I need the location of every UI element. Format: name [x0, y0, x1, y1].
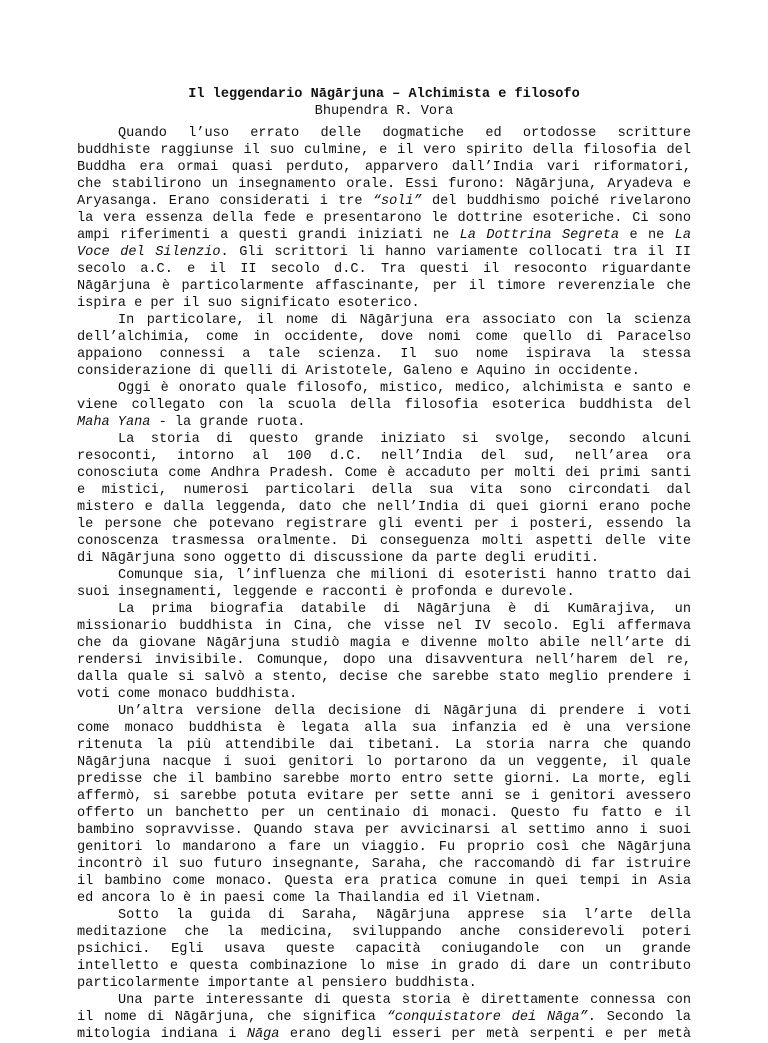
text-segment: il bambino come monaco. Questa era pratica comune in quei tempi in Asia [77, 874, 691, 889]
text-line [77, 771, 691, 788]
text-line [77, 533, 691, 550]
text-segment: . Gli scrittori li hanno variamente collocati tra il II [220, 245, 691, 260]
text-line [77, 312, 691, 329]
text-segment: bambino sopravvisse. Quando stava per avvicinarsi al settimo anno i suoi [77, 823, 691, 838]
text-line [77, 125, 691, 142]
text-segment: La storia di questo grande iniziato si svolge, secondo alcuni [118, 432, 691, 447]
text-line [77, 635, 691, 652]
text-segment: incontrò il suo futuro insegnante, Saraha, che raccomandò di far istruire [77, 857, 691, 872]
text-line [77, 788, 691, 805]
text-segment: Nāgārjuna è particolarmente affascinante, per il timore reverenziale che [77, 279, 691, 294]
text-line [77, 431, 691, 448]
italic-text: Voce del Silenzio [77, 245, 221, 260]
text-line [77, 924, 691, 941]
text-line [77, 227, 691, 244]
text-segment: intelletto e questa combinazione lo mise in grado di dare un contributo [77, 959, 691, 974]
text-segment: conosciuta come Andhra Pradesh. Come è accaduto per molti dei primi santi [77, 466, 691, 481]
text-line [77, 261, 691, 278]
text-segment: ampi riferimenti a questi grandi iniziati ne [77, 228, 460, 243]
text-line [77, 737, 691, 754]
text-line [77, 499, 691, 516]
text-line [77, 329, 691, 346]
text-segment: Una parte interessante di questa storia è direttamente connessa con [118, 993, 691, 1008]
text-line [77, 278, 691, 295]
text-segment: voti come monaco buddhista. [77, 687, 298, 702]
italic-text: Nāga [246, 1027, 280, 1042]
text-segment: la vera essenza della fede e presentarono le dottrine esoteriche. Ci sono [77, 211, 691, 226]
text-line [77, 210, 691, 227]
italic-text: La Dottrina Segreta [459, 228, 620, 243]
text-line [77, 601, 691, 618]
text-line [77, 822, 691, 839]
text-segment: appaiono connessi a tale scienza. Il suo nome ispirava la stessa [77, 347, 691, 362]
text-segment: ritenuta la più attendibile dai tibetani. La storia narra che quando [77, 738, 691, 753]
text-line [77, 975, 691, 992]
text-segment: suoi insegnamenti, leggende e racconti è profonda e durevole. [77, 585, 575, 600]
text-line [77, 567, 691, 584]
text-line [77, 618, 691, 635]
body-text [77, 125, 691, 1043]
text-line [77, 1026, 691, 1043]
text-segment: meditazione che la medicina, sviluppando anche considerevoli poteri [77, 925, 691, 940]
text-line [77, 295, 691, 312]
text-segment: Quando l’uso errato delle dogmatiche ed ortodosse scritture [118, 126, 691, 141]
document-title: Il leggendario Nāgārjuna – Alchimista e filosofo [188, 87, 580, 102]
text-segment: ed ancora lo è in paesi come la Thailandia ed il Vietnam. [77, 891, 542, 906]
text-segment: che da giovane Nāgārjuna studiò magia e divenne molto abile nell’arte di [77, 636, 691, 651]
text-line [77, 363, 691, 380]
text-segment: Un’altra versione della decisione di Nāgārjuna di prendere i voti [118, 704, 691, 719]
text-line [77, 584, 691, 601]
text-line [77, 754, 691, 771]
text-segment: offerto un banchetto per un centinaio di monaci. Questo fu fatto e il [77, 806, 691, 821]
text-line [77, 346, 691, 363]
text-line [77, 720, 691, 737]
text-line [77, 958, 691, 975]
text-line [77, 142, 691, 159]
text-segment: considerazione di quelli di Aristotele, Galeno e Aquino in occidente. [77, 364, 640, 379]
text-line [77, 1009, 691, 1026]
text-segment: Buddha era ormai quasi perduto, apparvero dall’India vari riformatori, [77, 160, 691, 175]
text-line [77, 652, 691, 669]
text-segment: dalla quale si salvò a stento, decise che sarebbe stato meglio prendere i [77, 670, 691, 685]
text-segment: secolo a.C. e il II secolo d.C. Tra questi il resoconto riguardante [77, 262, 691, 277]
text-line [77, 890, 691, 907]
text-line [77, 992, 691, 1009]
text-segment: - la grande ruota. [150, 415, 306, 430]
text-segment: e ne [619, 228, 675, 243]
italic-text: La [674, 228, 691, 243]
text-segment: erano degli esseri per metà serpenti e per metà [279, 1027, 691, 1042]
text-segment: rendersi invisibile. Comunque, dopo una disavventura nell’harem del re, [77, 653, 691, 668]
text-line [77, 193, 691, 210]
text-segment: Sotto la guida di Saraha, Nāgārjuna apprese sia l’arte della [118, 908, 691, 923]
text-line [77, 669, 691, 686]
italic-text: “conquistatore dei Nāga” [386, 1010, 588, 1025]
text-line [77, 516, 691, 533]
text-segment: affermò, si sarebbe potuta evitare per sette anni se i genitori avessero [77, 789, 691, 804]
text-line [77, 805, 691, 822]
text-segment: genitori lo mandarono a fare un viaggio. Fu proprio così che Nāgārjuna [77, 840, 691, 855]
text-segment: le persone che potevano registrare gli eventi per i posteri, essendo la [77, 517, 691, 532]
text-segment: Comunque sia, l’influenza che milioni di esoteristi hanno tratto dai [118, 568, 691, 583]
text-segment: . Secondo la [587, 1010, 691, 1025]
text-line [77, 839, 691, 856]
text-segment: e mistici, numerosi particolari della sua vita sono circondati dal [77, 483, 691, 498]
text-line [77, 482, 691, 499]
text-line [77, 380, 691, 397]
text-segment: Aryasanga. Erano considerati i tre [77, 194, 373, 209]
text-line [77, 448, 691, 465]
text-line [77, 176, 691, 193]
text-segment: La prima biografia databile di Nāgārjuna è di Kumārajiva, un [118, 602, 691, 617]
text-line [77, 414, 691, 431]
text-line [77, 244, 691, 261]
text-line [77, 703, 691, 720]
text-line [77, 873, 691, 890]
text-segment: come monaco buddhista è legata alla sua infanzia ed è una versione [77, 721, 691, 736]
text-segment: ispira e per il suo significato esoterico. [77, 296, 420, 311]
text-line [77, 550, 691, 567]
text-segment: viene collegato con la scuola della filosofia esoterica buddhista del [77, 398, 691, 413]
text-segment: Oggi è onorato quale filosofo, mistico, medico, alchimista e santo e [118, 381, 691, 396]
text-segment: predisse che il bambino sarebbe morto entro sette giorni. La morte, egli [77, 772, 691, 787]
text-segment: conoscenza trasmessa oralmente. Di conseguenza molti aspetti delle vite [77, 534, 691, 549]
text-line [77, 856, 691, 873]
italic-text: “soli” [372, 194, 422, 209]
text-segment: Nāgārjuna nacque i suoi genitori lo portarono da un veggente, il quale [77, 755, 691, 770]
text-segment: dell’alchimia, come in occidente, dove nomi come quello di Paracelso [77, 330, 691, 345]
text-segment: di Nāgārjuna sono oggetto di discussione da parte degli eruditi. [77, 551, 600, 566]
text-segment: psichici. Egli usava queste capacità coniugandole con un grande [77, 942, 691, 957]
text-line [77, 159, 691, 176]
text-segment: il nome di Nāgārjuna, che significa [77, 1010, 387, 1025]
text-line [77, 907, 691, 924]
text-line [77, 397, 691, 414]
text-segment: mistero e dalla leggenda, dato che nell’India di quei giorni erano poche [77, 500, 691, 515]
italic-text: Maha Yana [77, 415, 151, 430]
text-segment: buddhiste raggiunse il suo culmine, e il vero spirito della filosofia del [77, 143, 691, 158]
text-segment: che stabilirono un insegnamento orale. Essi furono: Nāgārjuna, Aryadeva e [77, 177, 691, 192]
text-segment: mitologia indiana i [77, 1027, 247, 1042]
text-segment: particolarmente importante al pensiero buddhista. [77, 976, 477, 991]
text-segment: resoconti, intorno al 100 d.C. nell’India del sud, nell’area ora [77, 449, 691, 464]
document-author: Bhupendra R. Vora [314, 104, 454, 119]
text-segment: del buddhismo poiché rivelarono [421, 194, 692, 209]
text-segment: In particolare, il nome di Nāgārjuna era associato con la scienza [118, 313, 691, 328]
text-line [77, 686, 691, 703]
text-line [77, 941, 691, 958]
text-line [77, 465, 691, 482]
text-segment: missionario buddhista in Cina, che visse nel IV secolo. Egli affermava [77, 619, 691, 634]
